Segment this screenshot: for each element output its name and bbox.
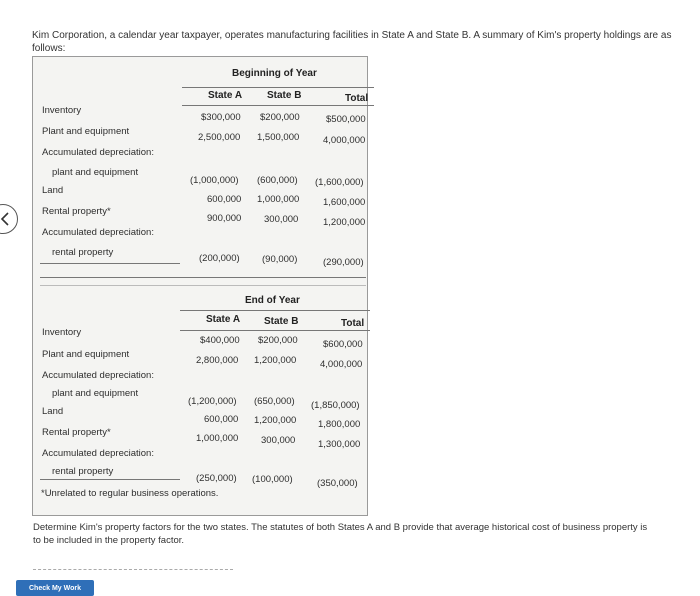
begin-row-b: (90,000) <box>262 254 298 265</box>
end-row-label: Land <box>42 406 64 417</box>
begin-row-total: (290,000) <box>323 257 364 268</box>
begin-row-label: Accumulated depreciation: <box>42 147 154 158</box>
begin-row-b: 1,000,000 <box>257 194 300 205</box>
property-table-panel <box>32 56 368 516</box>
end-row-total: (1,850,000) <box>311 400 360 411</box>
end-row-b: $200,000 <box>258 335 298 346</box>
begin-row-label: rental property <box>52 247 114 258</box>
begin-row-a: 900,000 <box>207 213 242 224</box>
end-row-b: 300,000 <box>261 435 296 446</box>
begin-row-a: (200,000) <box>199 253 240 264</box>
begin-row-b: 1,500,000 <box>257 132 300 143</box>
begin-row-b: $200,000 <box>260 112 300 123</box>
table-divider <box>40 277 366 278</box>
end-row-b: 1,200,000 <box>254 355 297 366</box>
chevron-left-icon[interactable] <box>0 204 18 234</box>
begin-row-a: 2,500,000 <box>198 132 241 143</box>
begin-row-total: (1,600,000) <box>315 177 364 188</box>
end-header-rule <box>180 330 370 331</box>
chevron-left-glyph <box>0 212 9 226</box>
end-row-label: plant and equipment <box>52 388 139 399</box>
end-row-label: Inventory <box>42 327 82 338</box>
end-row-a: (250,000) <box>196 473 237 484</box>
end-row-total: 1,300,000 <box>318 439 361 450</box>
beginning-title-rule <box>182 87 374 88</box>
end-row-label: Plant and equipment <box>42 349 130 360</box>
end-col-a: State A <box>206 314 241 325</box>
end-row-a: 600,000 <box>204 414 239 425</box>
beginning-title: Beginning of Year <box>232 68 317 79</box>
begin-row-b: (600,000) <box>257 175 298 186</box>
end-row-total: $600,000 <box>323 339 363 350</box>
begin-row-b: 300,000 <box>264 214 299 225</box>
check-my-work-button[interactable]: Check My Work <box>16 580 94 596</box>
begin-row-total: 1,600,000 <box>323 197 366 208</box>
beginning-header-rule <box>182 105 374 106</box>
end-row-a: $400,000 <box>200 335 240 346</box>
begin-row-total: 1,200,000 <box>323 217 366 228</box>
begin-row-label: Land <box>42 185 64 196</box>
beginning-col-total: Total <box>345 93 369 104</box>
end-row-label: Accumulated depreciation: <box>42 370 154 381</box>
faded-divider <box>33 569 233 570</box>
end-row-label: rental property <box>52 466 114 477</box>
table-divider-light <box>40 285 366 286</box>
begin-row-label: Plant and equipment <box>42 126 130 137</box>
end-col-total: Total <box>341 318 365 329</box>
end-row-b: 1,200,000 <box>254 415 297 426</box>
end-col-b: State B <box>264 316 299 327</box>
begin-row-a: $300,000 <box>201 112 241 123</box>
begin-row-label: Inventory <box>42 105 82 116</box>
end-row-label: Rental property* <box>42 427 111 438</box>
footnote: *Unrelated to regular business operations. <box>41 488 219 499</box>
beginning-col-a: State A <box>208 90 243 101</box>
instruction-text: Determine Kim's property factors for the two states. The statutes of both States A and B provide that average historical cost of business property is to be included in the property factor. <box>33 522 648 546</box>
end-row-a: (1,200,000) <box>188 396 237 407</box>
end-row-b: (650,000) <box>254 396 295 407</box>
end-title-rule <box>180 310 370 311</box>
end-row-b: (100,000) <box>252 474 293 485</box>
begin-row-total: $500,000 <box>326 114 366 125</box>
end-row-a: 2,800,000 <box>196 355 239 366</box>
end-bottom-rule <box>40 479 180 480</box>
end-title: End of Year <box>245 295 300 306</box>
end-row-total: 4,000,000 <box>320 359 363 370</box>
begin-row-label: Rental property* <box>42 206 111 217</box>
intro-text: Kim Corporation, a calendar year taxpayer, operates manufacturing facilities in State A and State B. A summary of Kim's property holdings are as follows: <box>32 30 672 54</box>
begin-row-a: 600,000 <box>207 194 242 205</box>
end-row-a: 1,000,000 <box>196 433 239 444</box>
beginning-col-b: State B <box>267 90 302 101</box>
end-row-label: Accumulated depreciation: <box>42 448 154 459</box>
begin-row-label: plant and equipment <box>52 167 139 178</box>
end-row-total: (350,000) <box>317 478 358 489</box>
begin-row-total: 4,000,000 <box>323 135 366 146</box>
end-row-total: 1,800,000 <box>318 419 361 430</box>
begin-row-label: Accumulated depreciation: <box>42 227 154 238</box>
begin-row-a: (1,000,000) <box>190 175 239 186</box>
beginning-bottom-rule <box>40 263 180 264</box>
